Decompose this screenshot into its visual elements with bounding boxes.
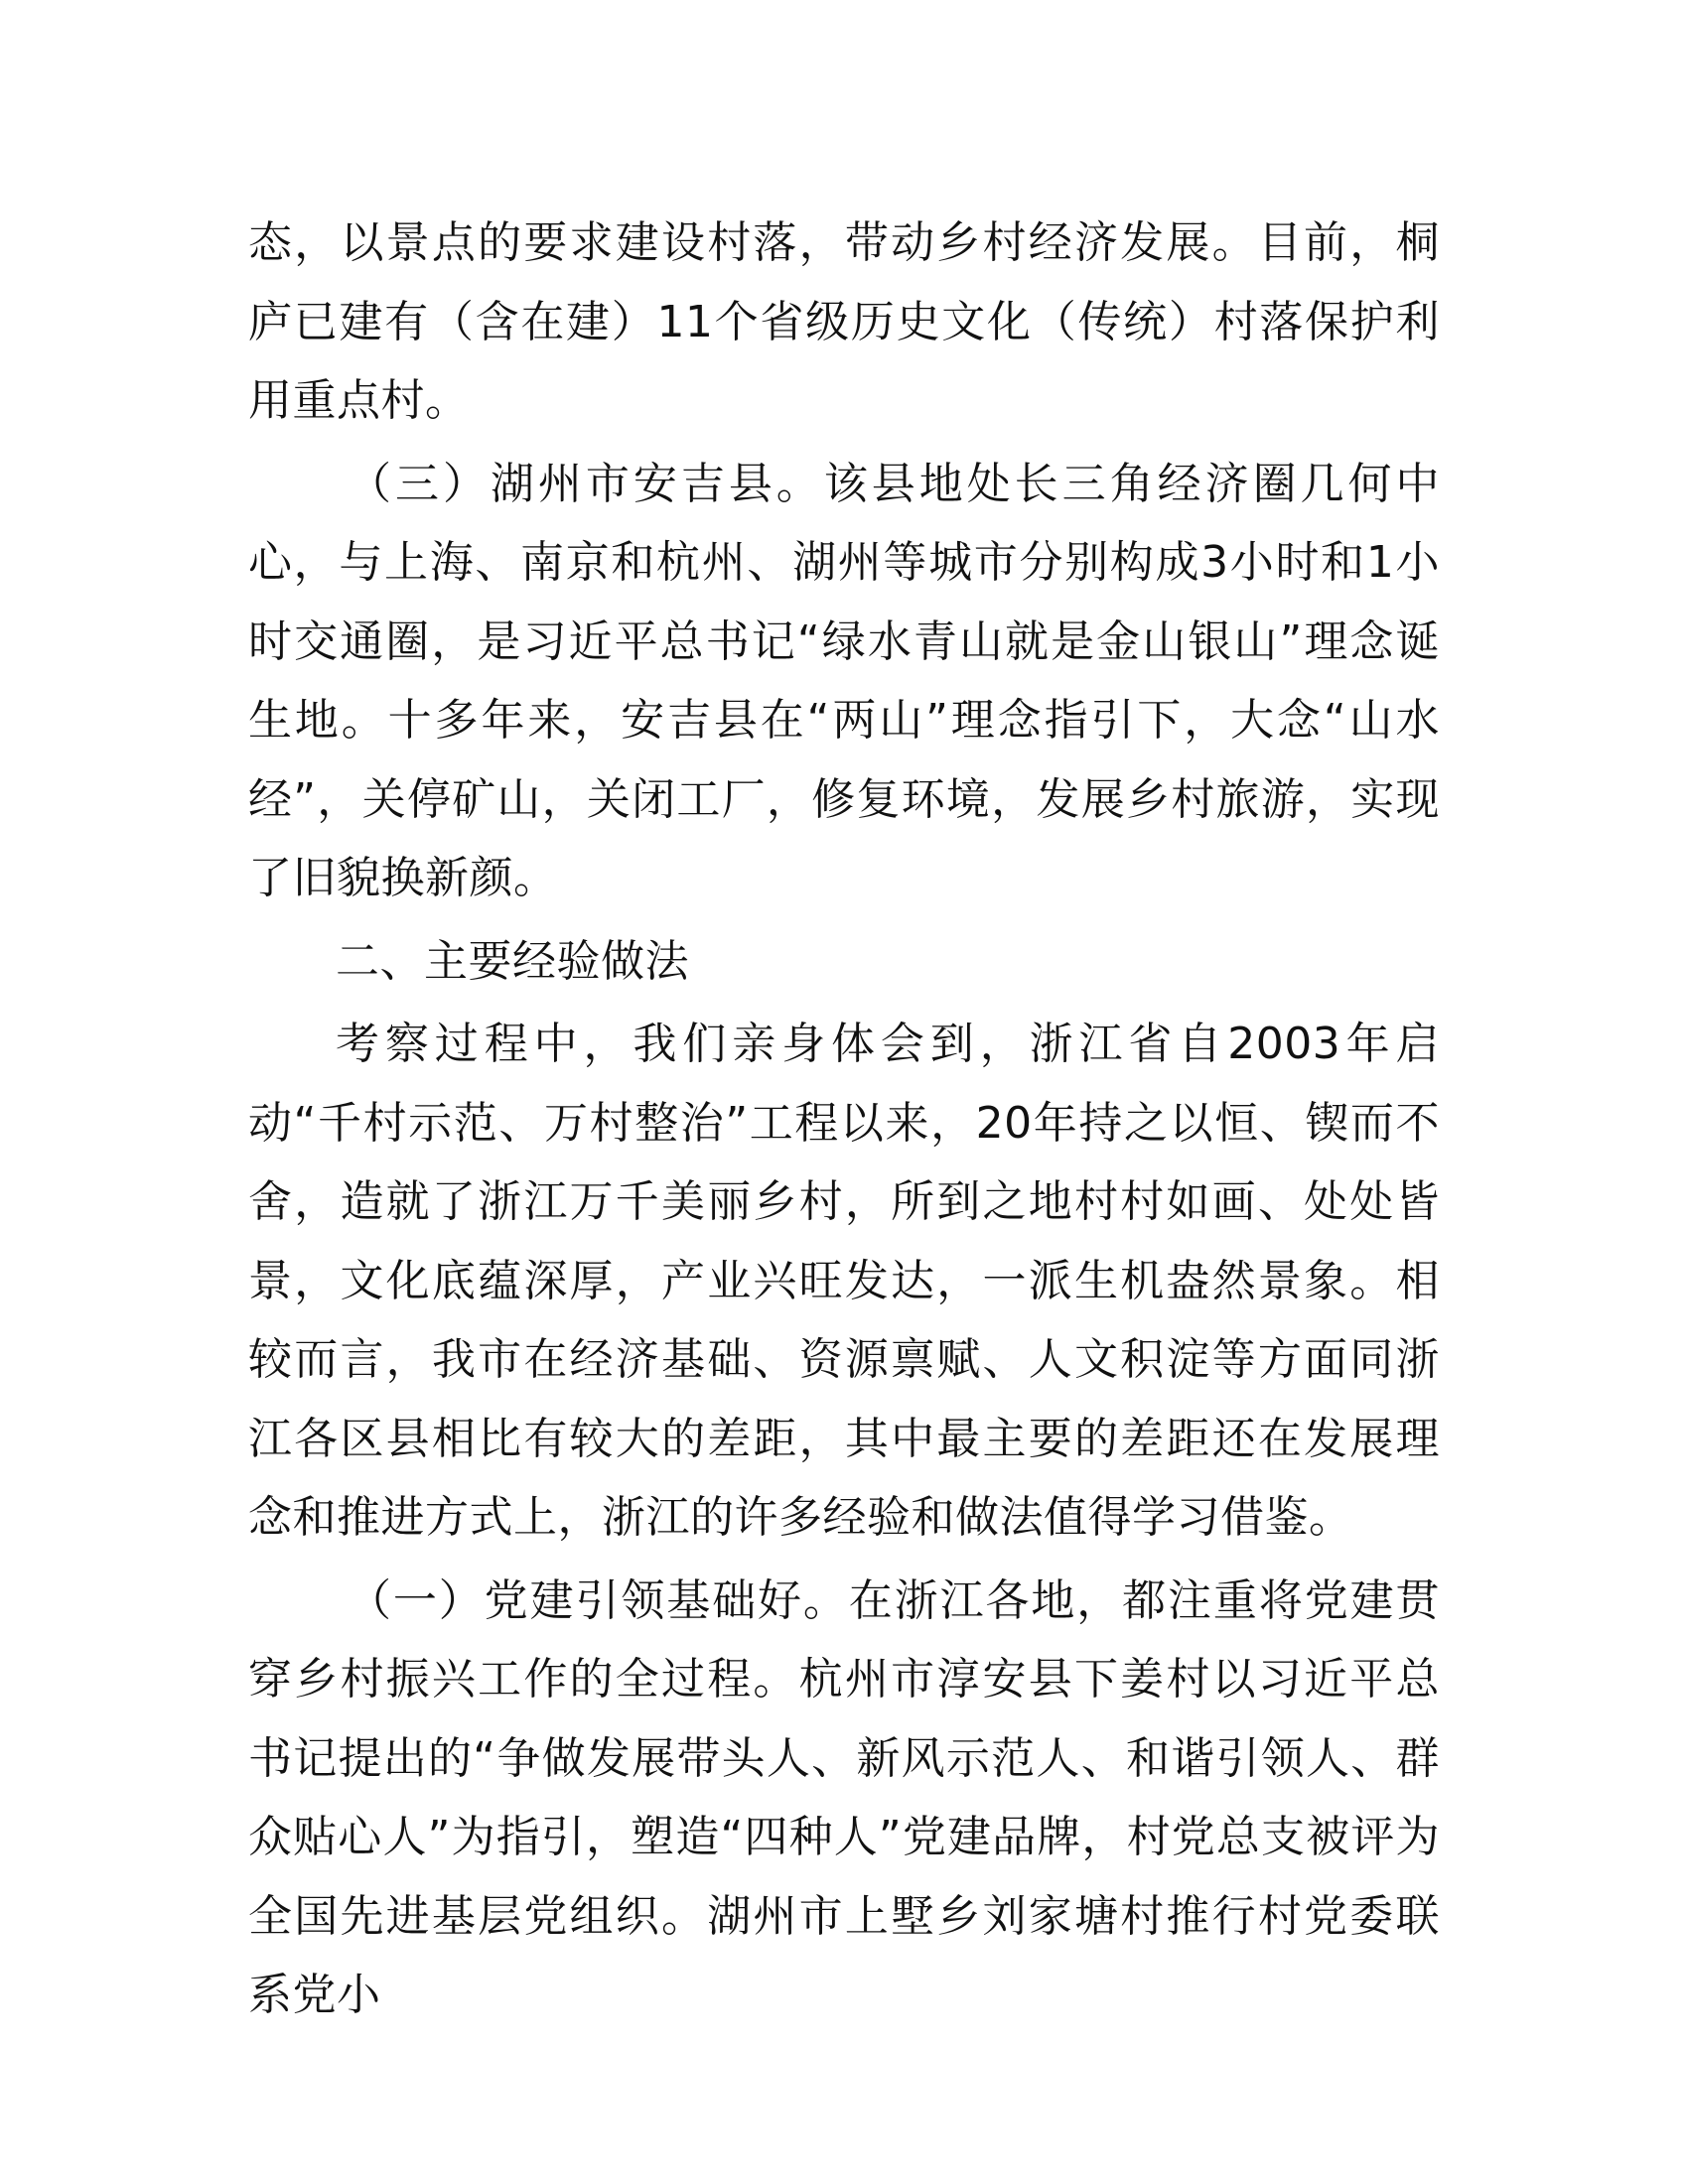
paragraph-party-building: （一）党建引领基础好。在浙江各地，都注重将党建贯穿乡村振兴工作的全过程。杭州市淳安县下姜村以习近平总书记提出的“争做发展带头人、新风示范人、和谐引领人、群众贴心人”为指引，塑造“四种人”党建品牌，村党总支被评为全国先进基层党组织。湖州市上墅乡刘家塘村推行村党委联系党小 <box>248 1574 1440 2020</box>
section-heading-main-experience: 二、主要经验做法 <box>336 935 689 987</box>
document-body <box>248 204 1440 2035</box>
paragraph-experience-overview: 考察过程中，我们亲身体会到，浙江省自2003年启动“千村示范、万村整治”工程以来，20年持之以恒、锲而不舍，造就了浙江万千美丽乡村，所到之地村村如画、处处皆景，文化底蕴深厚，产业兴旺发达，一派生机盎然景象。相较而言，我市在经济基础、资源禀赋、人文积淀等方面同浙江各区县相比有较大的差距，其中最主要的差距还在发展理念和推进方式上，浙江的许多经验和做法值得学习借鉴。 <box>248 1019 1440 1543</box>
paragraph-anji-county: （三）湖州市安吉县。该县地处长三角经济圈几何中心，与上海、南京和杭州、湖州等城市分别构成3小时和1小时交通圈，是习近平总书记“绿水青山就是金山银山”理念诞生地。十多年来，安吉县在“两山”理念指引下，大念“山水经”，关停矿山，关闭工厂，修复环境，发展乡村旅游，实现了旧貌换新颜。 <box>248 458 1440 903</box>
paragraph-continuation: 态，以景点的要求建设村落，带动乡村经济发展。目前，桐庐已建有（含在建）11个省级历史文化（传统）村落保护利用重点村。 <box>248 217 1440 426</box>
